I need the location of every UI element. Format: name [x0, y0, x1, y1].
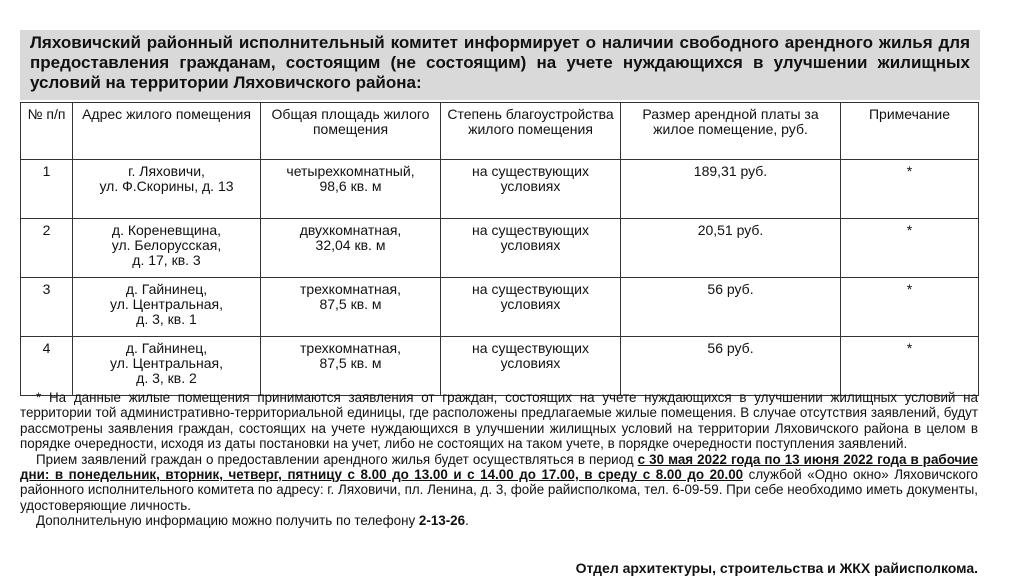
cell-line: д. Кореневщина,: [111, 222, 222, 238]
cell-line: трехкомнатная,: [300, 340, 401, 356]
footnote-paragraph: * На данные жилые помещения принимаются заявления от граждан, состоящих на учете нуждающихся в улучшении жилищных условий на территории той административно-территориальной единицы, где расположены предлагаемые жилые помещения. В случае отсутствия заявлений, будут рассмотрены заявления граждан, состоящих на учете нуждающихся в улучшении жилищных условий на территории Ляховичского района в целом в порядке очередности, исходя из даты постановки на учет, либо не состоящих на таком учете, в порядке очередности поступления заявлений.: [20, 390, 978, 452]
cell-line: г. Ляховичи,: [128, 163, 205, 179]
info-paragraph: [20, 513, 978, 528]
cell-note: *: [841, 337, 979, 396]
reception-suffix: службой «Одно окно» Ляховичского районного исполнительного комитета по адресу: г. Ляховичи, пл. Ленина, д. 3, фойе райисполкома, тел. 6-09-59. При себе необходимо иметь документы, удостоверяющие личность.: [20, 467, 978, 513]
header-area: Общая площадь жилого помещения: [261, 103, 441, 160]
cell-rent: 56 руб.: [621, 278, 841, 337]
cell-line: двухкомнатная,: [299, 222, 402, 238]
cell-line: ул. Центральная,: [110, 355, 223, 371]
cell-number: 3: [21, 278, 73, 337]
header-number: № п/п: [21, 103, 73, 160]
cell-line: на существующих: [472, 340, 589, 356]
reception-period: с 30 мая 2022 года по 13 июня 2022 года в рабочие дни: в понедельник, вторник, четверг, пятницу с 8.00 до 13.00 и с 14.00 до 17.00, в среду с 8.00 до 20.00: [20, 451, 978, 483]
cell-address: [73, 278, 261, 337]
table-row: [21, 337, 979, 396]
cell-rent: 20,51 руб.: [621, 219, 841, 278]
info-phone: 2-13-26: [418, 513, 466, 529]
cell-line: четырехкомнатный,: [286, 163, 415, 179]
cell-number: 2: [21, 219, 73, 278]
cell-area: [261, 160, 441, 219]
cell-note: *: [841, 278, 979, 337]
cell-rent: 189,31 руб.: [621, 160, 841, 219]
header-rent: Размер арендной платы за жилое помещение, руб.: [621, 103, 841, 160]
header-comfort: Степень благоустройства жилого помещения: [441, 103, 621, 160]
cell-comfort: [441, 219, 621, 278]
cell-area: [261, 278, 441, 337]
cell-line: ул. Белорусская,: [111, 237, 222, 253]
cell-line: д. 3, кв. 2: [136, 370, 197, 386]
cell-rent: 56 руб.: [621, 337, 841, 396]
cell-line: условиях: [500, 178, 561, 194]
cell-number: 1: [21, 160, 73, 219]
cell-line: д. 3, кв. 1: [136, 311, 197, 327]
cell-line: д. Гайнинец,: [125, 340, 208, 356]
cell-line: на существующих: [472, 163, 589, 179]
info-prefix: Дополнительную информацию можно получить по телефону: [36, 513, 419, 529]
cell-address: [73, 219, 261, 278]
info-suffix: .: [465, 513, 469, 529]
cell-line: на существующих: [472, 222, 589, 238]
signature: Отдел архитектуры, строительства и ЖКХ райисполкома.: [575, 560, 978, 576]
cell-line: д. Гайнинец,: [125, 281, 208, 297]
housing-table: [20, 102, 979, 396]
table-body: [21, 160, 979, 396]
cell-line: 32,04 кв. м: [315, 237, 386, 253]
cell-comfort: [441, 337, 621, 396]
cell-line: условиях: [500, 296, 561, 312]
cell-line: ул. Ф.Скорины, д. 13: [99, 178, 234, 194]
cell-comfort: [441, 160, 621, 219]
table-row: [21, 219, 979, 278]
cell-line: 87,5 кв. м: [319, 296, 382, 312]
cell-line: д. 17, кв. 3: [132, 252, 201, 268]
cell-line: на существующих: [472, 281, 589, 297]
cell-address: [73, 160, 261, 219]
reception-prefix: Прием заявлений граждан о предоставлении арендного жилья будет осуществляться в период: [36, 451, 638, 467]
notice-title: Ляховичский районный исполнительный комитет информирует о наличии свободного арендного жилья для предоставления гражданам, состоящим (не состоящим) на учете нуждающихся в улучшении жилищных условий на территории Ляховичского района:: [30, 33, 970, 92]
cell-line: трехкомнатная,: [300, 281, 401, 297]
cell-area: [261, 337, 441, 396]
cell-line: условиях: [500, 237, 561, 253]
cell-note: *: [841, 160, 979, 219]
cell-comfort: [441, 278, 621, 337]
reception-paragraph: [20, 452, 978, 514]
cell-line: 98,6 кв. м: [319, 178, 382, 194]
header-note: Примечание: [841, 103, 979, 160]
cell-number: 4: [21, 337, 73, 396]
table-header-row: [21, 103, 979, 160]
cell-address: [73, 337, 261, 396]
cell-area: [261, 219, 441, 278]
table-row: [21, 278, 979, 337]
cell-line: ул. Центральная,: [110, 296, 223, 312]
header-address: Адрес жилого помещения: [73, 103, 261, 160]
table-row: [21, 160, 979, 219]
cell-note: *: [841, 219, 979, 278]
notes-block: [20, 390, 978, 529]
cell-line: 87,5 кв. м: [319, 355, 382, 371]
cell-line: условиях: [500, 355, 561, 371]
